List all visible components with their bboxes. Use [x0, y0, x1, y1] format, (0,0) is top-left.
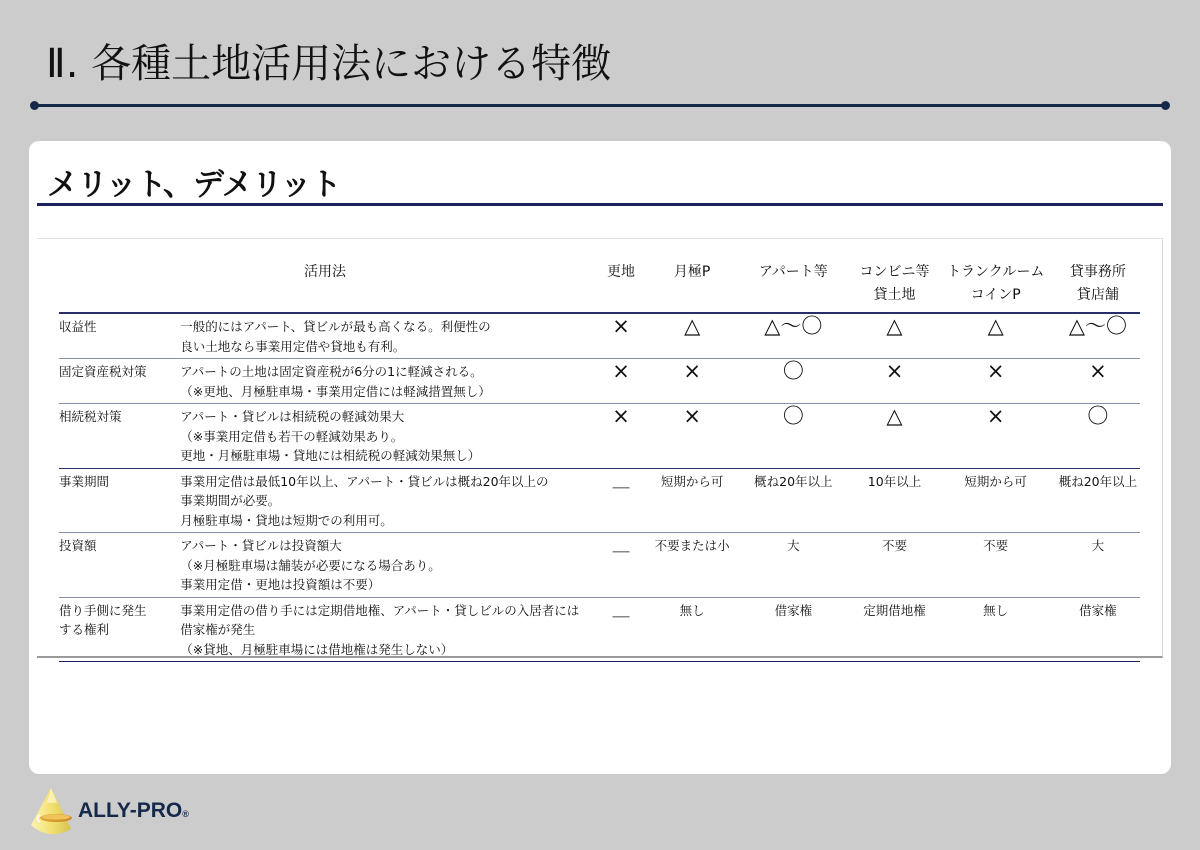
description-line: （※月極駐車場は舗装が必要になる場合あり。: [180, 557, 441, 573]
divider-dot-left: [30, 101, 39, 110]
category-label: 事業期間: [59, 473, 110, 489]
section-divider: [37, 203, 1163, 206]
cell-value: 概ね20年以上: [733, 468, 853, 533]
header-tsukigime-p: [651, 259, 733, 313]
cell-value: 概ね20年以上: [1056, 468, 1140, 533]
cell-value: 定期借地権: [853, 597, 935, 662]
header-label: 貸土地: [873, 287, 916, 303]
header-label: コンビニ等: [859, 264, 930, 280]
row-description: [180, 468, 591, 533]
registered-mark: ®: [182, 809, 189, 819]
cell-value: 短期から可: [936, 468, 1056, 533]
header-apartment: [733, 259, 853, 313]
description-line: 更地・月極駐車場・貸地には相続税の軽減効果無し）: [180, 448, 481, 463]
table-row: [59, 404, 1140, 469]
header-label: トランクルーム: [947, 264, 1045, 280]
cell-value: ×: [853, 359, 935, 404]
header-sarachi: [591, 259, 651, 313]
description-line: 事業期間が必要。: [180, 493, 281, 508]
row-description: [180, 404, 591, 469]
category-label: 投資額: [59, 538, 97, 553]
cell-value: ＿: [591, 533, 651, 598]
description-line: （※更地、月極駐車場・事業用定借には軽減措置無し）: [180, 383, 491, 399]
cell-value: △: [651, 313, 733, 359]
logo-wordmark: [78, 799, 189, 823]
header-trunk-room: [936, 259, 1056, 313]
page-title: Ⅱ. 各種土地活用法における特徴: [46, 41, 612, 87]
cell-value: ×: [1056, 359, 1140, 404]
logo-text: ALLY-PRO: [78, 799, 183, 822]
comparison-table-frame: [37, 238, 1163, 658]
comparison-table: [59, 259, 1140, 662]
table-row: [59, 468, 1140, 533]
category-label: 固定資産税対策: [59, 364, 147, 379]
row-description: [180, 313, 591, 359]
cell-value: 不要または小: [651, 533, 733, 598]
cell-value: △: [853, 404, 935, 469]
cell-value: 無し: [936, 597, 1056, 662]
cell-value: ×: [591, 313, 651, 359]
header-label: 貸事務所: [1069, 264, 1126, 280]
category-label: する権利: [59, 622, 110, 637]
cell-value: ×: [591, 404, 651, 469]
row-category: [59, 468, 180, 533]
header-label: 月極P: [673, 264, 711, 280]
cell-value: ×: [651, 359, 733, 404]
cell-value: ×: [936, 404, 1056, 469]
header-label: コインP: [970, 287, 1021, 303]
description-line: 良い土地なら事業用定借や貸地も有利。: [180, 338, 406, 354]
description-line: （※貸地、月極駐車場には借地権は発生しない）: [180, 641, 454, 657]
row-description: [180, 359, 591, 404]
description-line: アパート・貸ビルは投資額大: [180, 538, 342, 553]
cell-value: 不要: [936, 533, 1056, 598]
cell-value: ×: [651, 404, 733, 469]
cell-value: ＿: [591, 468, 651, 533]
description-line: 月極駐車場・貸地は短期での利用可。: [180, 512, 393, 528]
row-category: [59, 597, 180, 662]
cell-value: 不要: [853, 533, 935, 598]
cell-value: ＿: [591, 597, 651, 662]
content-card: [29, 141, 1171, 774]
category-label: 相続税対策: [59, 409, 122, 424]
section-title: メリット、デメリット: [47, 167, 341, 203]
table-row: [59, 359, 1140, 404]
row-description: [180, 597, 591, 662]
header-method: 活用法: [59, 259, 591, 313]
header-office: [1056, 259, 1140, 313]
cell-value: 借家権: [1056, 597, 1140, 662]
table-row: [59, 597, 1140, 662]
cell-value: 10年以上: [853, 468, 935, 533]
cell-value: 〇: [1056, 404, 1140, 469]
table-row: [59, 533, 1140, 598]
divider-dot-right: [1161, 101, 1170, 110]
category-label: 借り手側に発生: [59, 602, 147, 618]
cell-value: 〇: [733, 359, 853, 404]
description-line: 事業用定借は最低10年以上、アパート・貸ビルは概ね20年以上の: [180, 473, 549, 489]
cell-value: ×: [591, 359, 651, 404]
cell-value: △～〇: [733, 313, 853, 359]
row-category: [59, 359, 180, 404]
description-line: （※事業用定借も若干の軽減効果あり。: [180, 428, 404, 444]
cell-value: 短期から可: [651, 468, 733, 533]
description-line: アパート・貸ビルは相続税の軽減効果大: [180, 409, 405, 424]
description-line: 事業用定借の借り手には定期借地権、アパート・貸しビルの入居者には: [180, 602, 580, 618]
row-description: [180, 533, 591, 598]
cell-value: 〇: [733, 404, 853, 469]
table-header-row: [59, 259, 1140, 313]
description-line: アパートの土地は固定資産税が6分の1に軽減される。: [180, 364, 483, 379]
cell-value: 大: [1056, 533, 1140, 598]
cell-value: 無し: [651, 597, 733, 662]
cell-value: △: [853, 313, 935, 359]
description-line: 一般的にはアパート、貸ビルが最も高くなる。利便性の: [180, 319, 491, 334]
row-category: [59, 404, 180, 469]
header-label: アパート等: [758, 264, 828, 280]
cell-value: 借家権: [733, 597, 853, 662]
header-label: 貸店舗: [1076, 287, 1119, 303]
header-convenience: [853, 259, 935, 313]
header-label: 更地: [607, 264, 636, 280]
row-category: [59, 313, 180, 359]
cell-value: △: [936, 313, 1056, 359]
title-divider: [33, 104, 1167, 107]
cell-value: ×: [936, 359, 1056, 404]
cell-value: 大: [733, 533, 853, 598]
cell-value: △～〇: [1056, 313, 1140, 359]
description-line: 事業用定借・更地は投資額は不要）: [180, 577, 381, 592]
table-row: [59, 313, 1140, 359]
description-line: 借家権が発生: [180, 622, 256, 637]
category-label: 収益性: [59, 319, 97, 334]
row-category: [59, 533, 180, 598]
